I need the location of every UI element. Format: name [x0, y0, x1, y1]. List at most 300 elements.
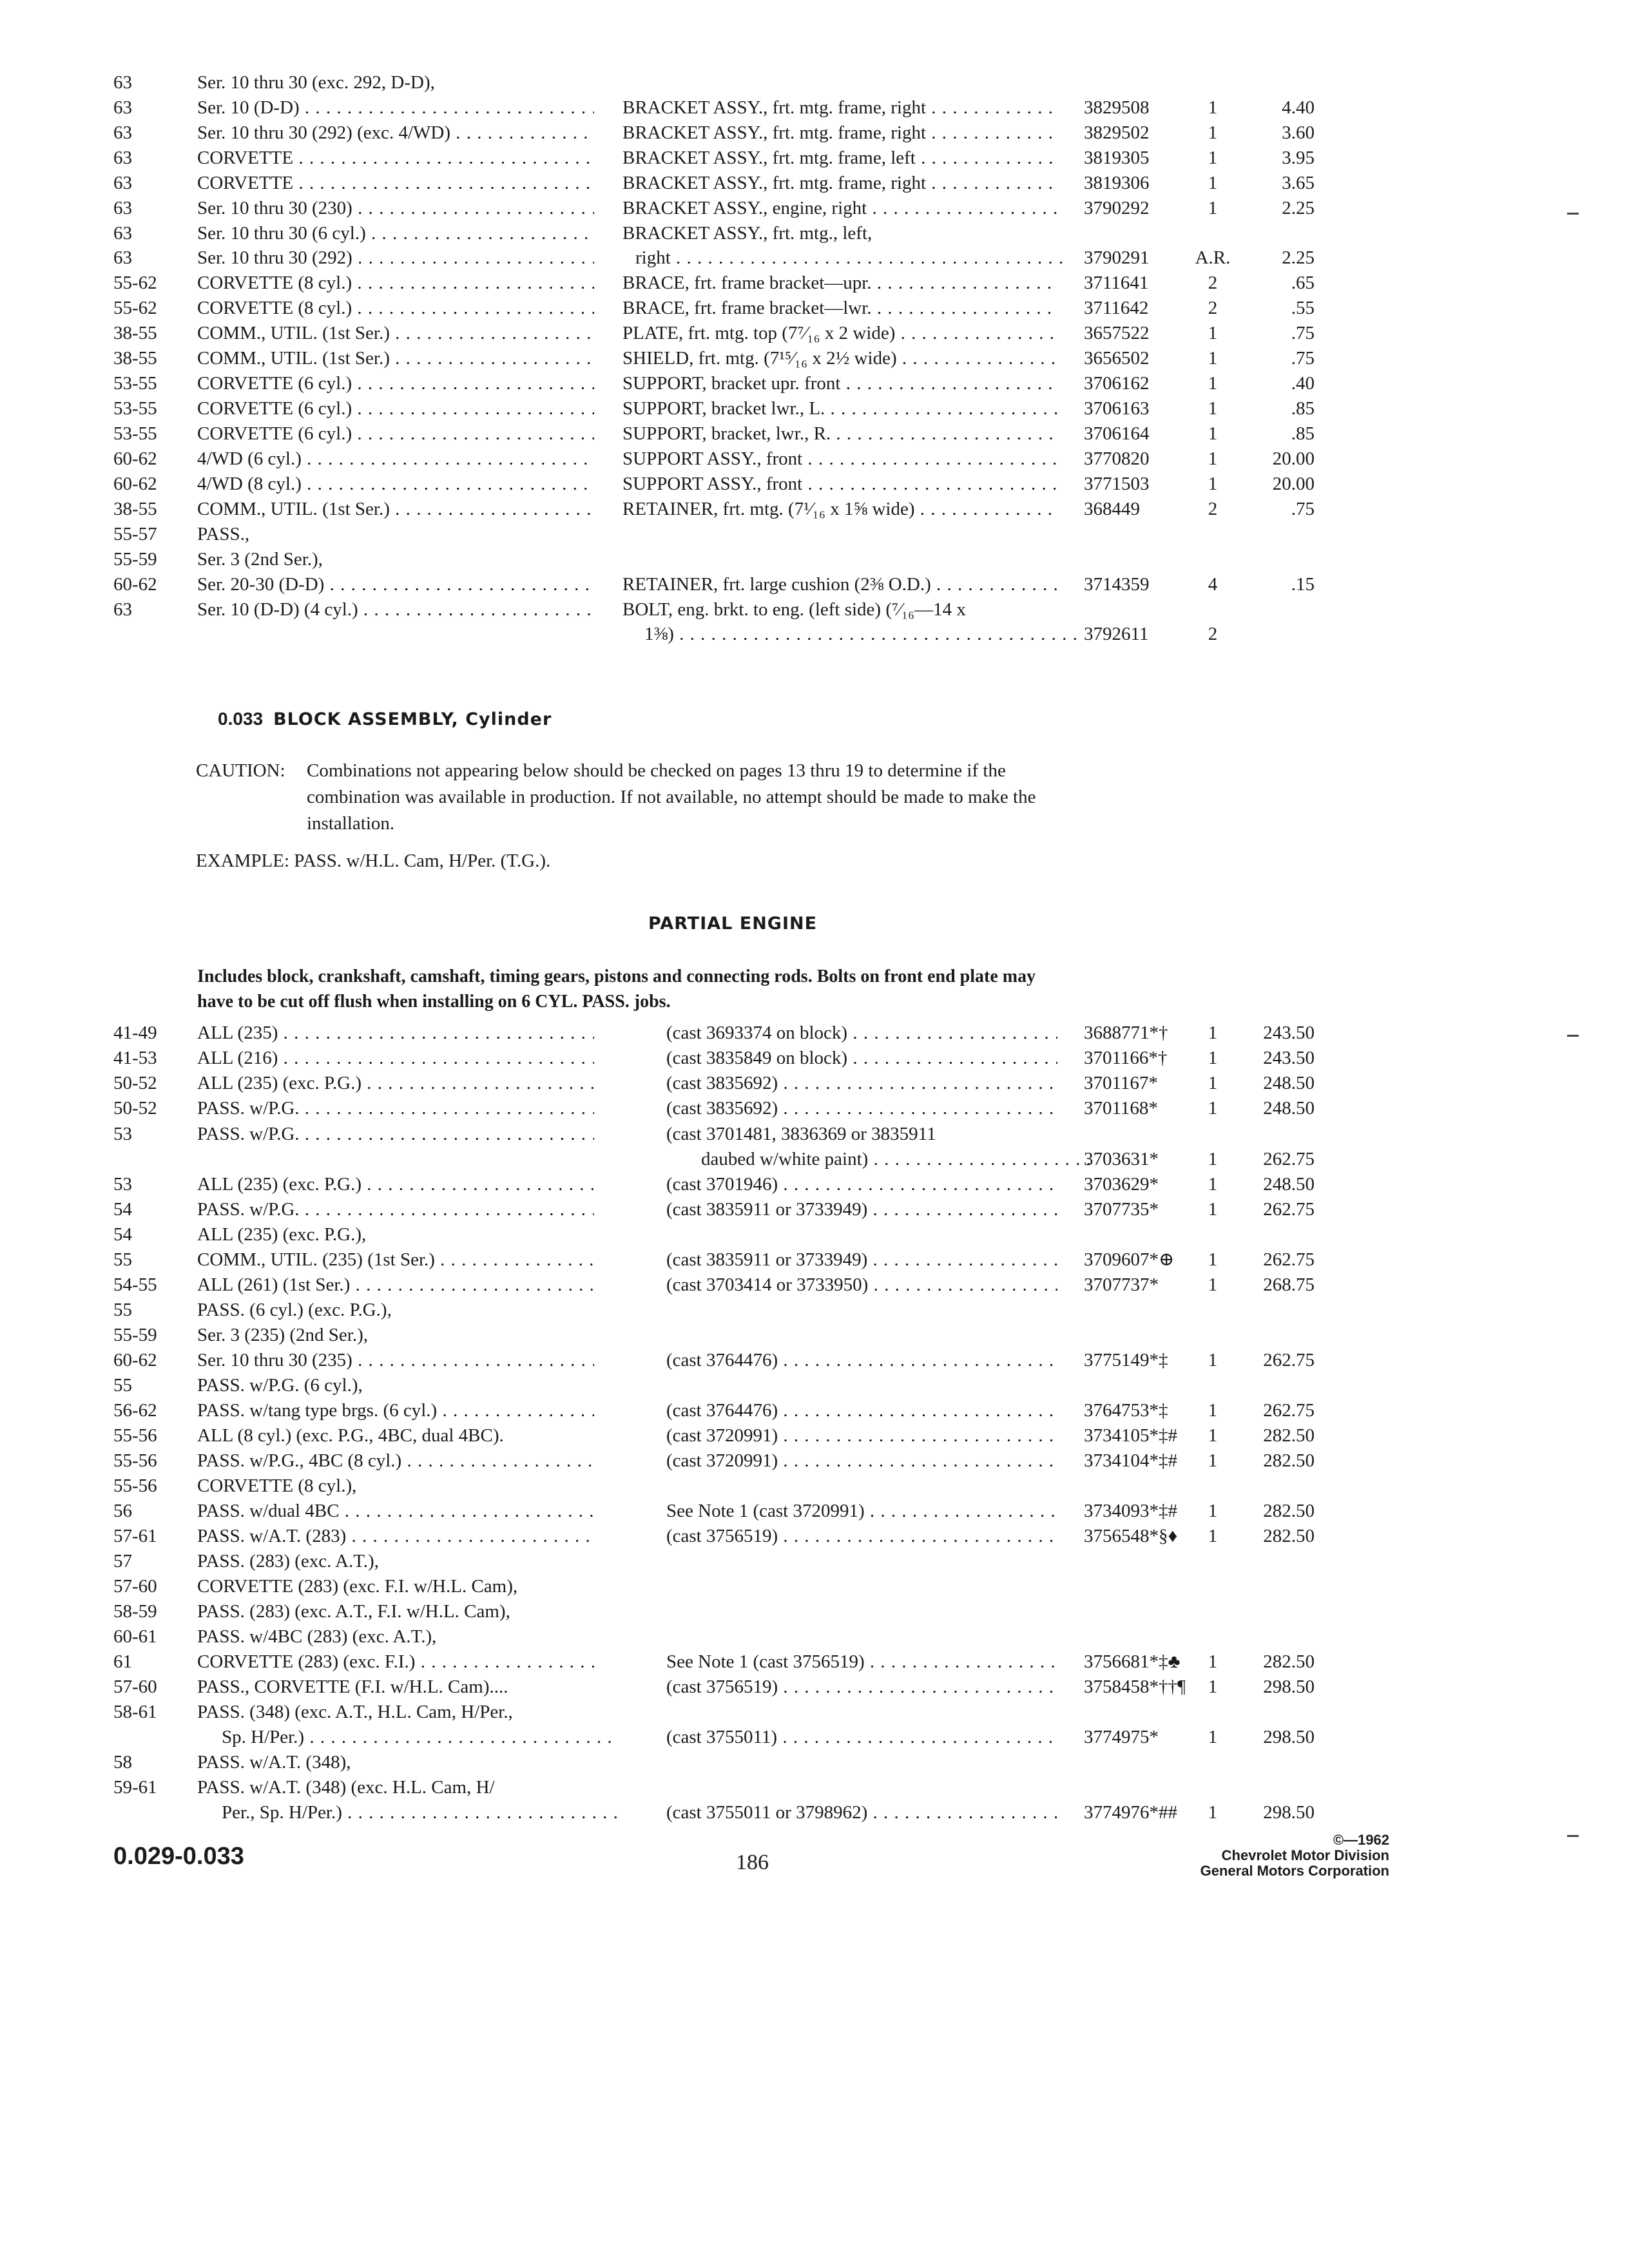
quantity-cell: 1: [1208, 1098, 1218, 1119]
description-cell: SUPPORT, bracket upr. front . . .: [622, 370, 1057, 396]
caution-note: [196, 758, 1072, 837]
table-row: [0, 1649, 1629, 1675]
table-row: [0, 70, 1629, 95]
table-row: [0, 621, 1629, 647]
caution-label: CAUTION:: [196, 760, 285, 781]
model-cell: CORVETTE (6 cyl.) . . .: [197, 421, 594, 447]
year-cell: 61: [113, 1651, 132, 1672]
quantity-cell: 1: [1208, 1526, 1218, 1546]
description-cell: (cast 3835692) . . .: [666, 1095, 1057, 1121]
description-cell: (cast 3755011) . . .: [666, 1724, 1057, 1750]
year-cell: 59-61: [113, 1777, 157, 1798]
year-cell: 41-53: [113, 1048, 157, 1068]
table-row: [0, 1548, 1629, 1574]
quantity-cell: 1: [1208, 1174, 1218, 1195]
part-number-cell: 3819306: [1084, 173, 1150, 193]
year-cell: 60-62: [113, 448, 157, 469]
part-number-cell: 3701168*: [1084, 1098, 1158, 1119]
margin-mark: [1567, 1835, 1579, 1837]
quantity-cell: 2: [1208, 273, 1218, 293]
year-cell: 53: [113, 1174, 132, 1195]
year-cell: 55-59: [113, 549, 157, 570]
year-cell: 57-60: [113, 1677, 157, 1697]
price-cell: 20.00: [1272, 448, 1315, 469]
quantity-cell: 1: [1208, 1501, 1218, 1521]
quantity-cell: 1: [1208, 1274, 1218, 1295]
table-row: [0, 1020, 1629, 1046]
part-number-cell: 3707735*: [1084, 1199, 1159, 1220]
quantity-cell: 1: [1208, 1802, 1218, 1823]
description-cell: SHIELD, frt. mtg. (7¹⁵⁄₁₆ x 2½ wide) . . .: [622, 345, 1057, 371]
description-cell: (cast 3703414 or 3733950) . . .: [666, 1272, 1057, 1298]
model-cell: PASS.,: [197, 524, 250, 544]
model-cell: PASS. w/P.G. . . .: [197, 1121, 594, 1147]
part-number-cell: 3701166*†: [1084, 1048, 1168, 1068]
model-cell: PASS. w/tang type brgs. (6 cyl.) . . .: [197, 1398, 594, 1423]
description-cell: PLATE, frt. mtg. top (7⁷⁄₁₆ x 2 wide) . . .: [622, 320, 1057, 346]
price-cell: 262.75: [1263, 1199, 1315, 1220]
year-cell: 63: [113, 173, 132, 193]
year-cell: 53: [113, 1124, 132, 1144]
part-number-cell: 3714359: [1084, 574, 1150, 595]
part-number-cell: 3703629*: [1084, 1174, 1159, 1195]
table-row: [0, 1724, 1629, 1750]
table-row: [0, 245, 1629, 271]
table-row: [0, 1095, 1629, 1121]
quantity-cell: 1: [1208, 97, 1218, 118]
part-number-cell: 3756681*‡♣: [1084, 1651, 1181, 1672]
description-cell: (cast 3835911 or 3733949) . . .: [666, 1247, 1057, 1273]
part-number-cell: 3829508: [1084, 97, 1150, 118]
table-row: [0, 120, 1629, 146]
table-row: [0, 1272, 1629, 1298]
year-cell: 54: [113, 1224, 132, 1245]
model-cell: PASS. w/P.G. (6 cyl.),: [197, 1375, 363, 1396]
model-cell: PASS. (283) (exc. A.T., F.I. w/H.L. Cam),: [197, 1601, 510, 1622]
part-number-cell: 3709607*⊕: [1084, 1249, 1175, 1270]
model-cell: PASS. w/A.T. (348),: [197, 1752, 351, 1773]
table-row: [0, 1121, 1629, 1147]
quantity-cell: 1: [1208, 1350, 1218, 1370]
quantity-cell: 1: [1208, 148, 1218, 168]
part-number-cell: 3758458*††¶: [1084, 1677, 1186, 1697]
table-row: [0, 1347, 1629, 1373]
price-cell: 298.50: [1263, 1802, 1315, 1823]
part-number-cell: 3775149*‡: [1084, 1350, 1168, 1370]
table-row: [0, 1498, 1629, 1524]
model-cell: CORVETTE (6 cyl.) . . .: [197, 396, 594, 421]
table-row: [0, 597, 1629, 622]
quantity-cell: 1: [1208, 122, 1218, 143]
part-number-cell: 3770820: [1084, 448, 1150, 469]
year-cell: 63: [113, 72, 132, 93]
part-number-cell: 3734093*‡#: [1084, 1501, 1177, 1521]
price-cell: 4.40: [1282, 97, 1315, 118]
year-cell: 53-55: [113, 398, 157, 419]
quantity-cell: 1: [1208, 1048, 1218, 1068]
table-row: [0, 471, 1629, 497]
table-row: [0, 1070, 1629, 1096]
part-number-cell: 3771503: [1084, 474, 1150, 494]
quantity-cell: 1: [1208, 1023, 1218, 1043]
model-cell: CORVETTE (6 cyl.) . . .: [197, 370, 594, 396]
description-cell: BRACKET ASSY., frt. mtg., left,: [622, 223, 872, 244]
year-cell: 55: [113, 1300, 132, 1320]
group-range: 0.029-0.033: [113, 1843, 244, 1870]
quantity-cell: 1: [1208, 323, 1218, 343]
model-cell: CORVETTE . . .: [197, 145, 594, 171]
price-cell: 262.75: [1263, 1400, 1315, 1421]
part-number-cell: 3657522: [1084, 323, 1150, 343]
description-cell: BRACE, frt. frame bracket—lwr. . . .: [622, 295, 1057, 321]
price-cell: .75: [1291, 323, 1315, 343]
year-cell: 55-62: [113, 273, 157, 293]
description-cell: (cast 3756519) . . .: [666, 1523, 1057, 1549]
part-number-cell: 3774976*##: [1084, 1802, 1177, 1823]
table-row: [0, 195, 1629, 221]
quantity-cell: 1: [1208, 1199, 1218, 1220]
part-number-cell: 3829502: [1084, 122, 1150, 143]
model-cell: ALL (235) (exc. P.G.),: [197, 1224, 367, 1245]
table-row: [0, 270, 1629, 296]
model-cell: 4/WD (6 cyl.) . . .: [197, 446, 594, 472]
model-cell: Ser. 10 (D-D) . . .: [197, 95, 594, 120]
price-cell: .85: [1291, 423, 1315, 444]
model-cell: PASS. w/A.T. (348) (exc. H.L. Cam, H/: [197, 1777, 495, 1798]
table-row: [0, 345, 1629, 371]
table-row: [0, 1749, 1629, 1775]
description-cell: (cast 3755011 or 3798962) . . .: [666, 1800, 1057, 1825]
description-cell: RETAINER, frt. large cushion (2⅜ O.D.) . . .: [622, 572, 1057, 597]
model-cell: COMM., UTIL. (235) (1st Ser.) . . .: [197, 1247, 594, 1273]
price-cell: 282.50: [1263, 1425, 1315, 1446]
year-cell: 38-55: [113, 348, 157, 369]
model-cell: PASS. (6 cyl.) (exc. P.G.),: [197, 1300, 392, 1320]
table-row: [0, 1045, 1629, 1071]
part-number-cell: 3819305: [1084, 148, 1150, 168]
year-cell: 63: [113, 223, 132, 244]
description-cell: BOLT, eng. brkt. to eng. (left side) (⁷⁄₁₆—14 x: [622, 599, 966, 620]
year-cell: 55-56: [113, 1475, 157, 1496]
example-text: EXAMPLE: PASS. w/H.L. Cam, H/Per. (T.G.).: [196, 850, 551, 871]
copyright-division: Chevrolet Motor Division: [1221, 1847, 1389, 1863]
year-cell: 55-57: [113, 524, 157, 544]
quantity-cell: 1: [1208, 423, 1218, 444]
table-row: [0, 320, 1629, 346]
quantity-cell: 1: [1208, 348, 1218, 369]
model-cell: CORVETTE (8 cyl.) . . .: [197, 270, 594, 296]
part-number-cell: 368449: [1084, 499, 1140, 519]
quantity-cell: 1: [1208, 1425, 1218, 1446]
price-cell: 248.50: [1263, 1098, 1315, 1119]
section-number: 0.033: [218, 709, 264, 729]
price-cell: 262.75: [1263, 1350, 1315, 1370]
price-cell: 248.50: [1263, 1073, 1315, 1093]
model-cell: PASS. w/P.G. . . .: [197, 1196, 594, 1222]
table-row: [0, 1473, 1629, 1499]
quantity-cell: 1: [1208, 1651, 1218, 1672]
description-cell: (cast 3764476) . . .: [666, 1347, 1057, 1373]
table-row: [0, 546, 1629, 572]
table-row: [0, 170, 1629, 196]
price-cell: .75: [1291, 348, 1315, 369]
price-cell: .85: [1291, 398, 1315, 419]
quantity-cell: 1: [1208, 373, 1218, 394]
year-cell: 53-55: [113, 423, 157, 444]
model-cell: Ser. 3 (2nd Ser.),: [197, 549, 323, 570]
table-row: [0, 1146, 1629, 1172]
year-cell: 63: [113, 148, 132, 168]
price-cell: 20.00: [1272, 474, 1315, 494]
year-cell: 56-62: [113, 1400, 157, 1421]
year-cell: 57-61: [113, 1526, 157, 1546]
year-cell: 38-55: [113, 323, 157, 343]
description-cell: (cast 3701481, 3836369 or 3835911: [666, 1124, 936, 1144]
description-cell: (cast 3720991) . . .: [666, 1423, 1057, 1448]
quantity-cell: 1: [1208, 1450, 1218, 1471]
description-cell: (cast 3701946) . . .: [666, 1171, 1057, 1197]
model-cell: Ser. 10 thru 30 (exc. 292, D-D),: [197, 72, 435, 93]
copyright-block: [1121, 1832, 1389, 1879]
table-row: [0, 295, 1629, 321]
description-cell: SUPPORT ASSY., front . . .: [622, 471, 1057, 497]
description-cell: 1⅜) . . .: [622, 621, 1079, 647]
description-cell: See Note 1 (cast 3720991) . . .: [666, 1498, 1057, 1524]
table-row: [0, 1297, 1629, 1323]
model-cell: CORVETTE (8 cyl.) . . .: [197, 295, 594, 321]
description-cell: (cast 3835911 or 3733949) . . .: [666, 1196, 1057, 1222]
year-cell: 50-52: [113, 1098, 157, 1119]
description-cell: RETAINER, frt. mtg. (7¹⁄₁₆ x 1⅝ wide) . . .: [622, 496, 1057, 522]
year-cell: 53-55: [113, 373, 157, 394]
description-cell: BRACKET ASSY., engine, right . . .: [622, 195, 1057, 221]
table-row: [0, 1599, 1629, 1624]
table-row: [0, 1800, 1629, 1825]
description-cell: SUPPORT ASSY., front . . .: [622, 446, 1057, 472]
year-cell: 63: [113, 599, 132, 620]
table-row: [0, 1523, 1629, 1549]
price-cell: 282.50: [1263, 1450, 1315, 1471]
model-cell: COMM., UTIL. (1st Ser.) . . .: [197, 345, 594, 371]
margin-mark: [1567, 1035, 1579, 1037]
quantity-cell: 1: [1208, 1149, 1218, 1169]
quantity-cell: 1: [1208, 198, 1218, 218]
model-cell: CORVETTE (283) (exc. F.I. w/H.L. Cam),: [197, 1576, 518, 1597]
table-row: [0, 1196, 1629, 1222]
table-row: [0, 521, 1629, 547]
year-cell: 56: [113, 1501, 132, 1521]
quantity-cell: 2: [1208, 624, 1218, 644]
description-cell: daubed w/white paint) . . .: [666, 1146, 1092, 1172]
price-cell: 262.75: [1263, 1249, 1315, 1270]
description-cell: (cast 3764476) . . .: [666, 1398, 1057, 1423]
quantity-cell: 1: [1208, 448, 1218, 469]
price-cell: 298.50: [1263, 1677, 1315, 1697]
part-number-cell: 3707737*: [1084, 1274, 1159, 1295]
model-cell: ALL (235) (exc. P.G.) . . .: [197, 1070, 594, 1096]
price-cell: 243.50: [1263, 1023, 1315, 1043]
quantity-cell: 1: [1208, 1249, 1218, 1270]
year-cell: 60-62: [113, 474, 157, 494]
model-cell: ALL (235) . . .: [197, 1020, 594, 1046]
table-row: [0, 1322, 1629, 1348]
year-cell: 58-59: [113, 1601, 157, 1622]
price-cell: 248.50: [1263, 1174, 1315, 1195]
table-row: [0, 572, 1629, 597]
description-cell: right . . .: [622, 245, 1070, 271]
model-cell: Ser. 10 thru 30 (292) . . .: [197, 245, 594, 271]
table-row: [0, 1222, 1629, 1247]
part-number-cell: 3701167*: [1084, 1073, 1158, 1093]
description-cell: (cast 3720991) . . .: [666, 1448, 1057, 1474]
price-cell: 3.60: [1282, 122, 1315, 143]
model-cell: PASS. (348) (exc. A.T., H.L. Cam, H/Per.,: [197, 1702, 513, 1722]
price-cell: 2.25: [1282, 247, 1315, 268]
description-cell: BRACKET ASSY., frt. mtg. frame, right . . .: [622, 170, 1057, 196]
part-number-cell: 3790292: [1084, 198, 1150, 218]
year-cell: 63: [113, 247, 132, 268]
part-number-cell: 3688771*†: [1084, 1023, 1168, 1043]
part-number-cell: 3706162: [1084, 373, 1150, 394]
year-cell: 55-59: [113, 1325, 157, 1345]
year-cell: 60-62: [113, 1350, 157, 1370]
price-cell: 262.75: [1263, 1149, 1315, 1169]
model-cell: Sp. H/Per.) . . .: [197, 1724, 619, 1750]
table-row: [0, 421, 1629, 447]
year-cell: 55-56: [113, 1425, 157, 1446]
part-number-cell: 3734104*‡#: [1084, 1450, 1177, 1471]
model-cell: PASS. (283) (exc. A.T.),: [197, 1551, 379, 1571]
year-cell: 54: [113, 1199, 132, 1220]
price-cell: 3.95: [1282, 148, 1315, 168]
table-row: [0, 1423, 1629, 1448]
table-row: [0, 1398, 1629, 1423]
price-cell: 282.50: [1263, 1501, 1315, 1521]
section-heading: [218, 706, 552, 733]
table-row: [0, 1624, 1629, 1649]
model-cell: Ser. 10 thru 30 (292) (exc. 4/WD) . . .: [197, 120, 594, 146]
part-number-cell: 3756548*§♦: [1084, 1526, 1178, 1546]
year-cell: 41-49: [113, 1023, 157, 1043]
table-row: [0, 396, 1629, 421]
model-cell: 4/WD (8 cyl.) . . .: [197, 471, 594, 497]
part-number-cell: 3711642: [1084, 298, 1149, 318]
model-cell: Ser. 20-30 (D-D) . . .: [197, 572, 594, 597]
price-cell: .65: [1291, 273, 1315, 293]
year-cell: 55-56: [113, 1450, 157, 1471]
part-number-cell: 3734105*‡#: [1084, 1425, 1177, 1446]
description-cell: (cast 3835692) . . .: [666, 1070, 1057, 1096]
model-cell: COMM., UTIL. (1st Ser.) . . .: [197, 320, 594, 346]
year-cell: 38-55: [113, 499, 157, 519]
quantity-cell: 1: [1208, 1073, 1218, 1093]
price-cell: 268.75: [1263, 1274, 1315, 1295]
model-cell: Ser. 3 (235) (2nd Ser.),: [197, 1325, 368, 1345]
quantity-cell: 2: [1208, 499, 1218, 519]
price-cell: 3.65: [1282, 173, 1315, 193]
table-row: [0, 1774, 1629, 1800]
table-row: [0, 1699, 1629, 1725]
model-cell: PASS. w/P.G. . . .: [197, 1095, 594, 1121]
table-row: [0, 370, 1629, 396]
part-number-cell: 3711641: [1084, 273, 1149, 293]
description-cell: BRACKET ASSY., frt. mtg. frame, left . . .: [622, 145, 1057, 171]
description-cell: (cast 3693374 on block) . . .: [666, 1020, 1057, 1046]
description-cell: SUPPORT, bracket lwr., L. . . .: [622, 396, 1057, 421]
table-row: [0, 496, 1629, 522]
part-number-cell: 3764753*‡: [1084, 1400, 1168, 1421]
description-cell: SUPPORT, bracket, lwr., R. . . .: [622, 421, 1057, 447]
price-cell: 298.50: [1263, 1727, 1315, 1747]
quantity-cell: 1: [1208, 173, 1218, 193]
model-cell: ALL (235) (exc. P.G.) . . .: [197, 1171, 594, 1197]
model-cell: Ser. 10 thru 30 (230) . . .: [197, 195, 594, 221]
description-cell: BRACKET ASSY., frt. mtg. frame, right . . .: [622, 95, 1057, 120]
year-cell: 58-61: [113, 1702, 157, 1722]
description-cell: BRACE, frt. frame bracket—upr. . . .: [622, 270, 1057, 296]
year-cell: 57: [113, 1551, 132, 1571]
table-row: [0, 1573, 1629, 1599]
page-number: 186: [736, 1850, 769, 1874]
year-cell: 55-62: [113, 298, 157, 318]
year-cell: 57-60: [113, 1576, 157, 1597]
price-cell: .75: [1291, 499, 1315, 519]
description-cell: See Note 1 (cast 3756519) . . .: [666, 1649, 1057, 1675]
price-cell: 2.25: [1282, 198, 1315, 218]
quantity-cell: 4: [1208, 574, 1218, 595]
description-cell: (cast 3756519) . . .: [666, 1674, 1057, 1700]
table-row: [0, 145, 1629, 171]
price-cell: .15: [1291, 574, 1315, 595]
model-cell: PASS. w/dual 4BC . . .: [197, 1498, 594, 1524]
table-row: [0, 95, 1629, 120]
part-number-cell: 3656502: [1084, 348, 1150, 369]
copyright-corporation: General Motors Corporation: [1200, 1863, 1389, 1879]
year-cell: 54-55: [113, 1274, 157, 1295]
year-cell: 60-61: [113, 1626, 157, 1647]
quantity-cell: 1: [1208, 1727, 1218, 1747]
quantity-cell: A.R.: [1195, 247, 1231, 268]
model-cell: PASS. w/A.T. (283) . . .: [197, 1523, 594, 1549]
quantity-cell: 2: [1208, 298, 1218, 318]
year-cell: 50-52: [113, 1073, 157, 1093]
model-cell: CORVETTE . . .: [197, 170, 594, 196]
table-row: [0, 446, 1629, 472]
quantity-cell: 1: [1208, 474, 1218, 494]
table-row: [0, 1247, 1629, 1273]
model-cell: PASS., CORVETTE (F.I. w/H.L. Cam)....: [197, 1677, 508, 1697]
section-title: BLOCK ASSEMBLY, Cylinder: [273, 709, 552, 729]
quantity-cell: 1: [1208, 1400, 1218, 1421]
part-number-cell: 3706164: [1084, 423, 1150, 444]
year-cell: 60-62: [113, 574, 157, 595]
model-cell: ALL (8 cyl.) (exc. P.G., 4BC, dual 4BC).: [197, 1425, 504, 1446]
model-cell: PASS. w/P.G., 4BC (8 cyl.) . . .: [197, 1448, 594, 1474]
year-cell: 58: [113, 1752, 132, 1773]
model-cell: Ser. 10 thru 30 (235) . . .: [197, 1347, 594, 1373]
model-cell: ALL (261) (1st Ser.) . . .: [197, 1272, 594, 1298]
part-number-cell: 3792611: [1084, 624, 1149, 644]
price-cell: 243.50: [1263, 1048, 1315, 1068]
model-cell: PASS. w/4BC (283) (exc. A.T.),: [197, 1626, 437, 1647]
table-row: [0, 1674, 1629, 1700]
year-cell: 55: [113, 1375, 132, 1396]
margin-mark: [1567, 213, 1579, 215]
copyright-year: ©—1962: [1333, 1832, 1389, 1848]
model-cell: Ser. 10 (D-D) (4 cyl.) . . .: [197, 597, 594, 622]
table-row: [0, 1372, 1629, 1398]
price-cell: 282.50: [1263, 1651, 1315, 1672]
